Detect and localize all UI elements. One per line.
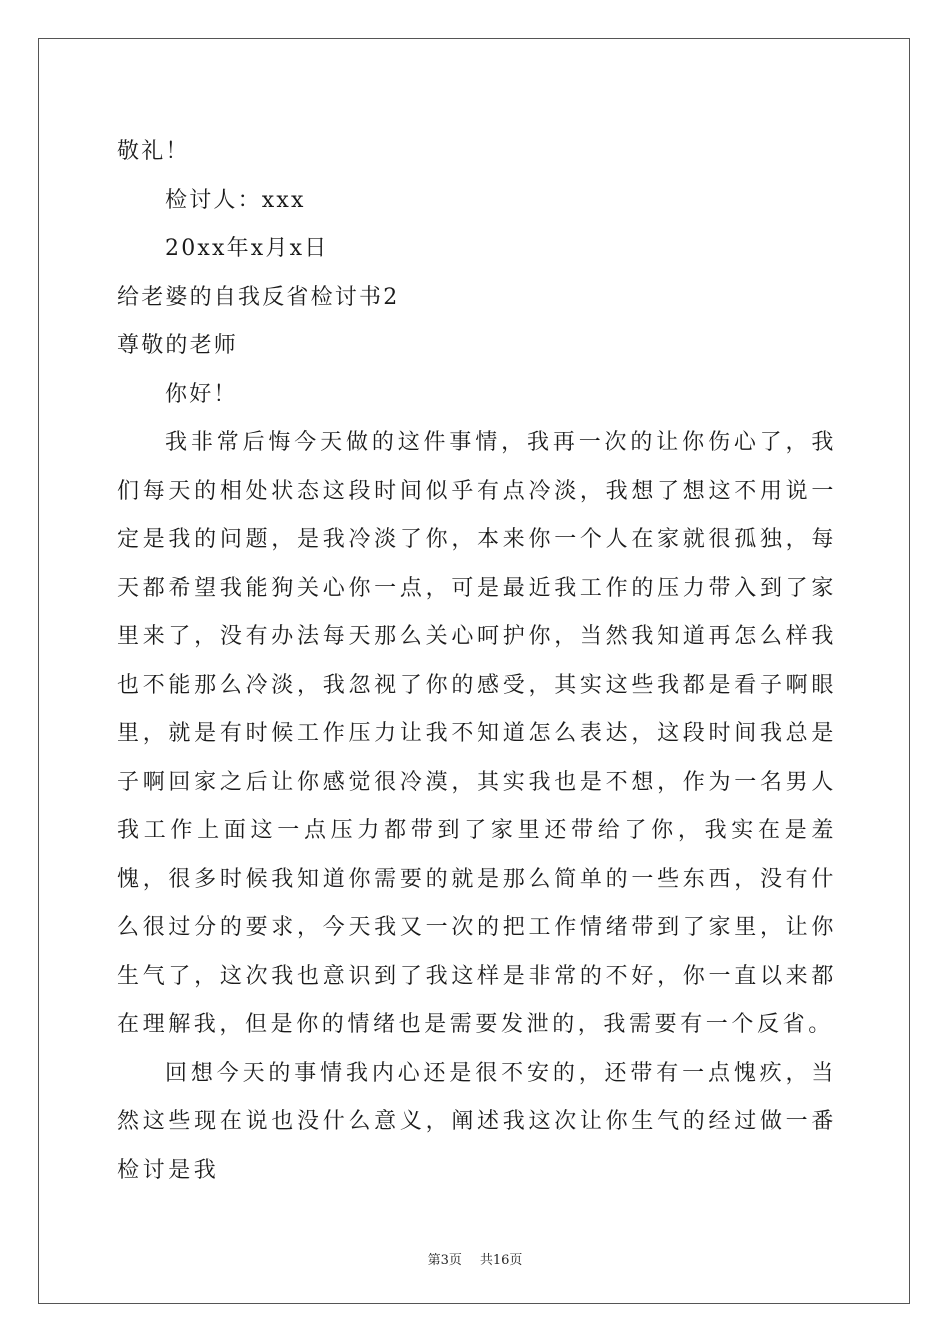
page-total: 共16页 — [479, 1253, 523, 1268]
body-paragraph-1: 我非常后悔今天做的这件事情，我再一次的让你伤心了，我们每天的相处状态这段时间似乎有点冷淡，我想了想这不用说一定是我的问题，是我冷淡了你，本来你一个人在家就很孤独，每天都希望我能狗关心你一点，可是最近我工作的压力带入到了家里来了，没有办法每天那么关心呵护你，当然我知道再怎么样我也不能那么冷淡，我忽视了你的感受，其实这些我都是看子啊眼里，就是有时候工作压力让我不知道怎么表达，这段时间我总是子啊回家之后让你感觉很冷漠，其实我也是不想，作为一名男人我工作上面这一点压力都带到了家里还带给了你，我实在是羞愧，很多时候我知道你需要的就是那么简单的一些东西，没有什么很过分的要求，今天我又一次的把工作情绪带到了家里，让你生气了，这次我也意识到了我这样是非常的不好，你一直以来都在理解我，但是你的情绪也是需要发泄的，我需要有一个反省。 — [117, 430, 837, 1037]
letter-title: 给老婆的自我反省检讨书2 — [117, 284, 400, 310]
closing-line: 敬礼！ — [117, 139, 190, 164]
body-paragraph-2: 回想今天的事情我内心还是很不安的，还带有一点愧疚，当然这些现在说也没什么意义，阐述我这次让你生气的经过做一番检讨是我 — [117, 1060, 837, 1183]
greeting-line: 你好！ — [165, 381, 238, 407]
date-line: 20xx年x月x日 — [165, 236, 329, 261]
salutation-line: 尊敬的老师 — [117, 333, 239, 358]
signature-line: 检讨人：xxx — [165, 187, 306, 213]
page-number: 第3页 — [427, 1253, 462, 1268]
document-body — [117, 128, 837, 1195]
page-footer — [0, 1249, 950, 1268]
